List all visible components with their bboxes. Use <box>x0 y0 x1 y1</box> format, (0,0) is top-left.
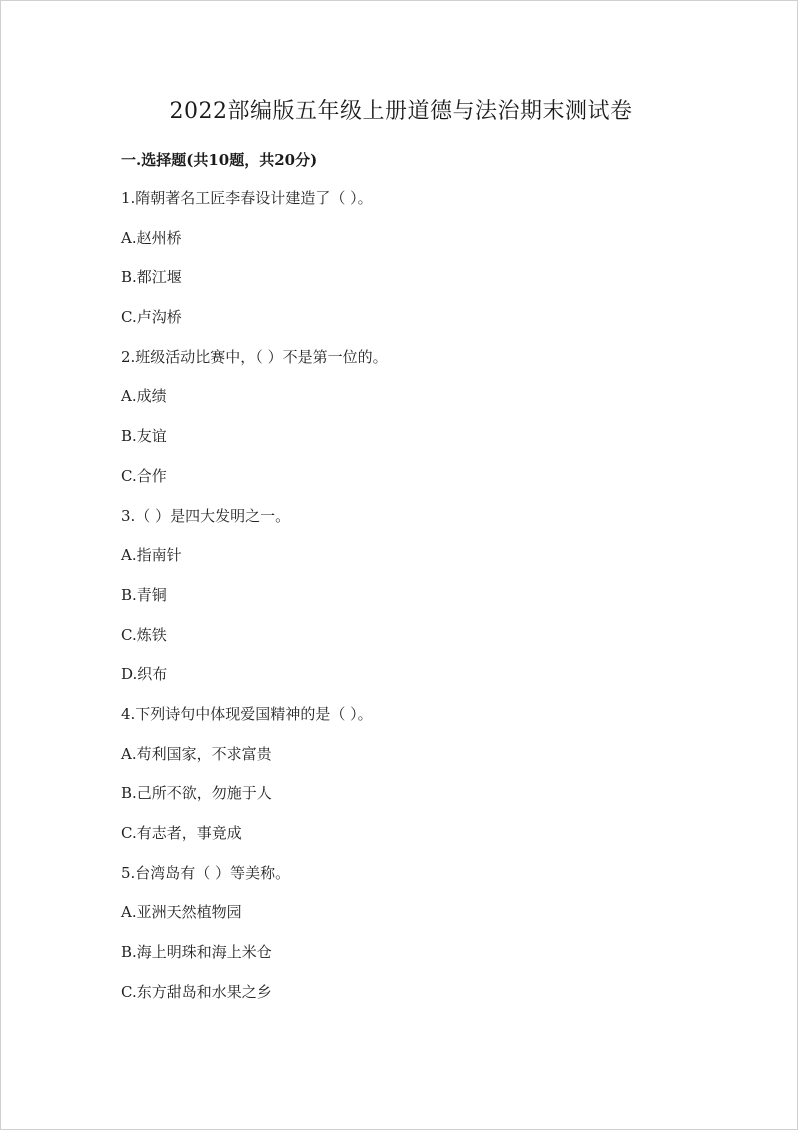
question-list <box>121 187 681 1020</box>
question-text: 4.下列诗句中体现爱国精神的是（ ）。 <box>121 704 373 723</box>
answer-option: D.织布 <box>121 665 168 684</box>
answer-option: C.东方甜岛和水果之乡 <box>121 982 272 1001</box>
answer-option: A.亚洲天然植物园 <box>121 903 242 922</box>
question-text: 3.（ ）是四大发明之一。 <box>121 506 291 525</box>
answer-option: B.己所不欲，勿施于人 <box>121 784 272 803</box>
answer-option: B.海上明珠和海上米仓 <box>121 943 272 962</box>
answer-option: C.有志者，事竟成 <box>121 824 242 842</box>
question-text: 1.隋朝著名工匠李春设计建造了（ ）。 <box>121 189 373 207</box>
section-heading: 一.选择题(共10题，共20分) <box>121 151 318 169</box>
answer-option: C.卢沟桥 <box>121 308 182 327</box>
answer-option: B.友谊 <box>121 427 167 446</box>
question-text: 5.台湾岛有（ ）等美称。 <box>121 863 291 882</box>
answer-option: A.指南针 <box>121 546 182 565</box>
question-text: 2.班级活动比赛中，（ ）不是第一位的。 <box>121 347 388 366</box>
answer-option: A.苟利国家，不求富贵 <box>121 744 272 763</box>
answer-option: C.炼铁 <box>121 625 167 644</box>
answer-option: A.成绩 <box>121 387 167 406</box>
page-title: 2022部编版五年级上册道德与法治期末测试卷 <box>169 99 633 124</box>
answer-option: C.合作 <box>121 466 167 485</box>
answer-option: B.都江堰 <box>121 268 182 287</box>
answer-option: B.青铜 <box>121 585 167 604</box>
answer-option: A.赵州桥 <box>121 228 182 247</box>
